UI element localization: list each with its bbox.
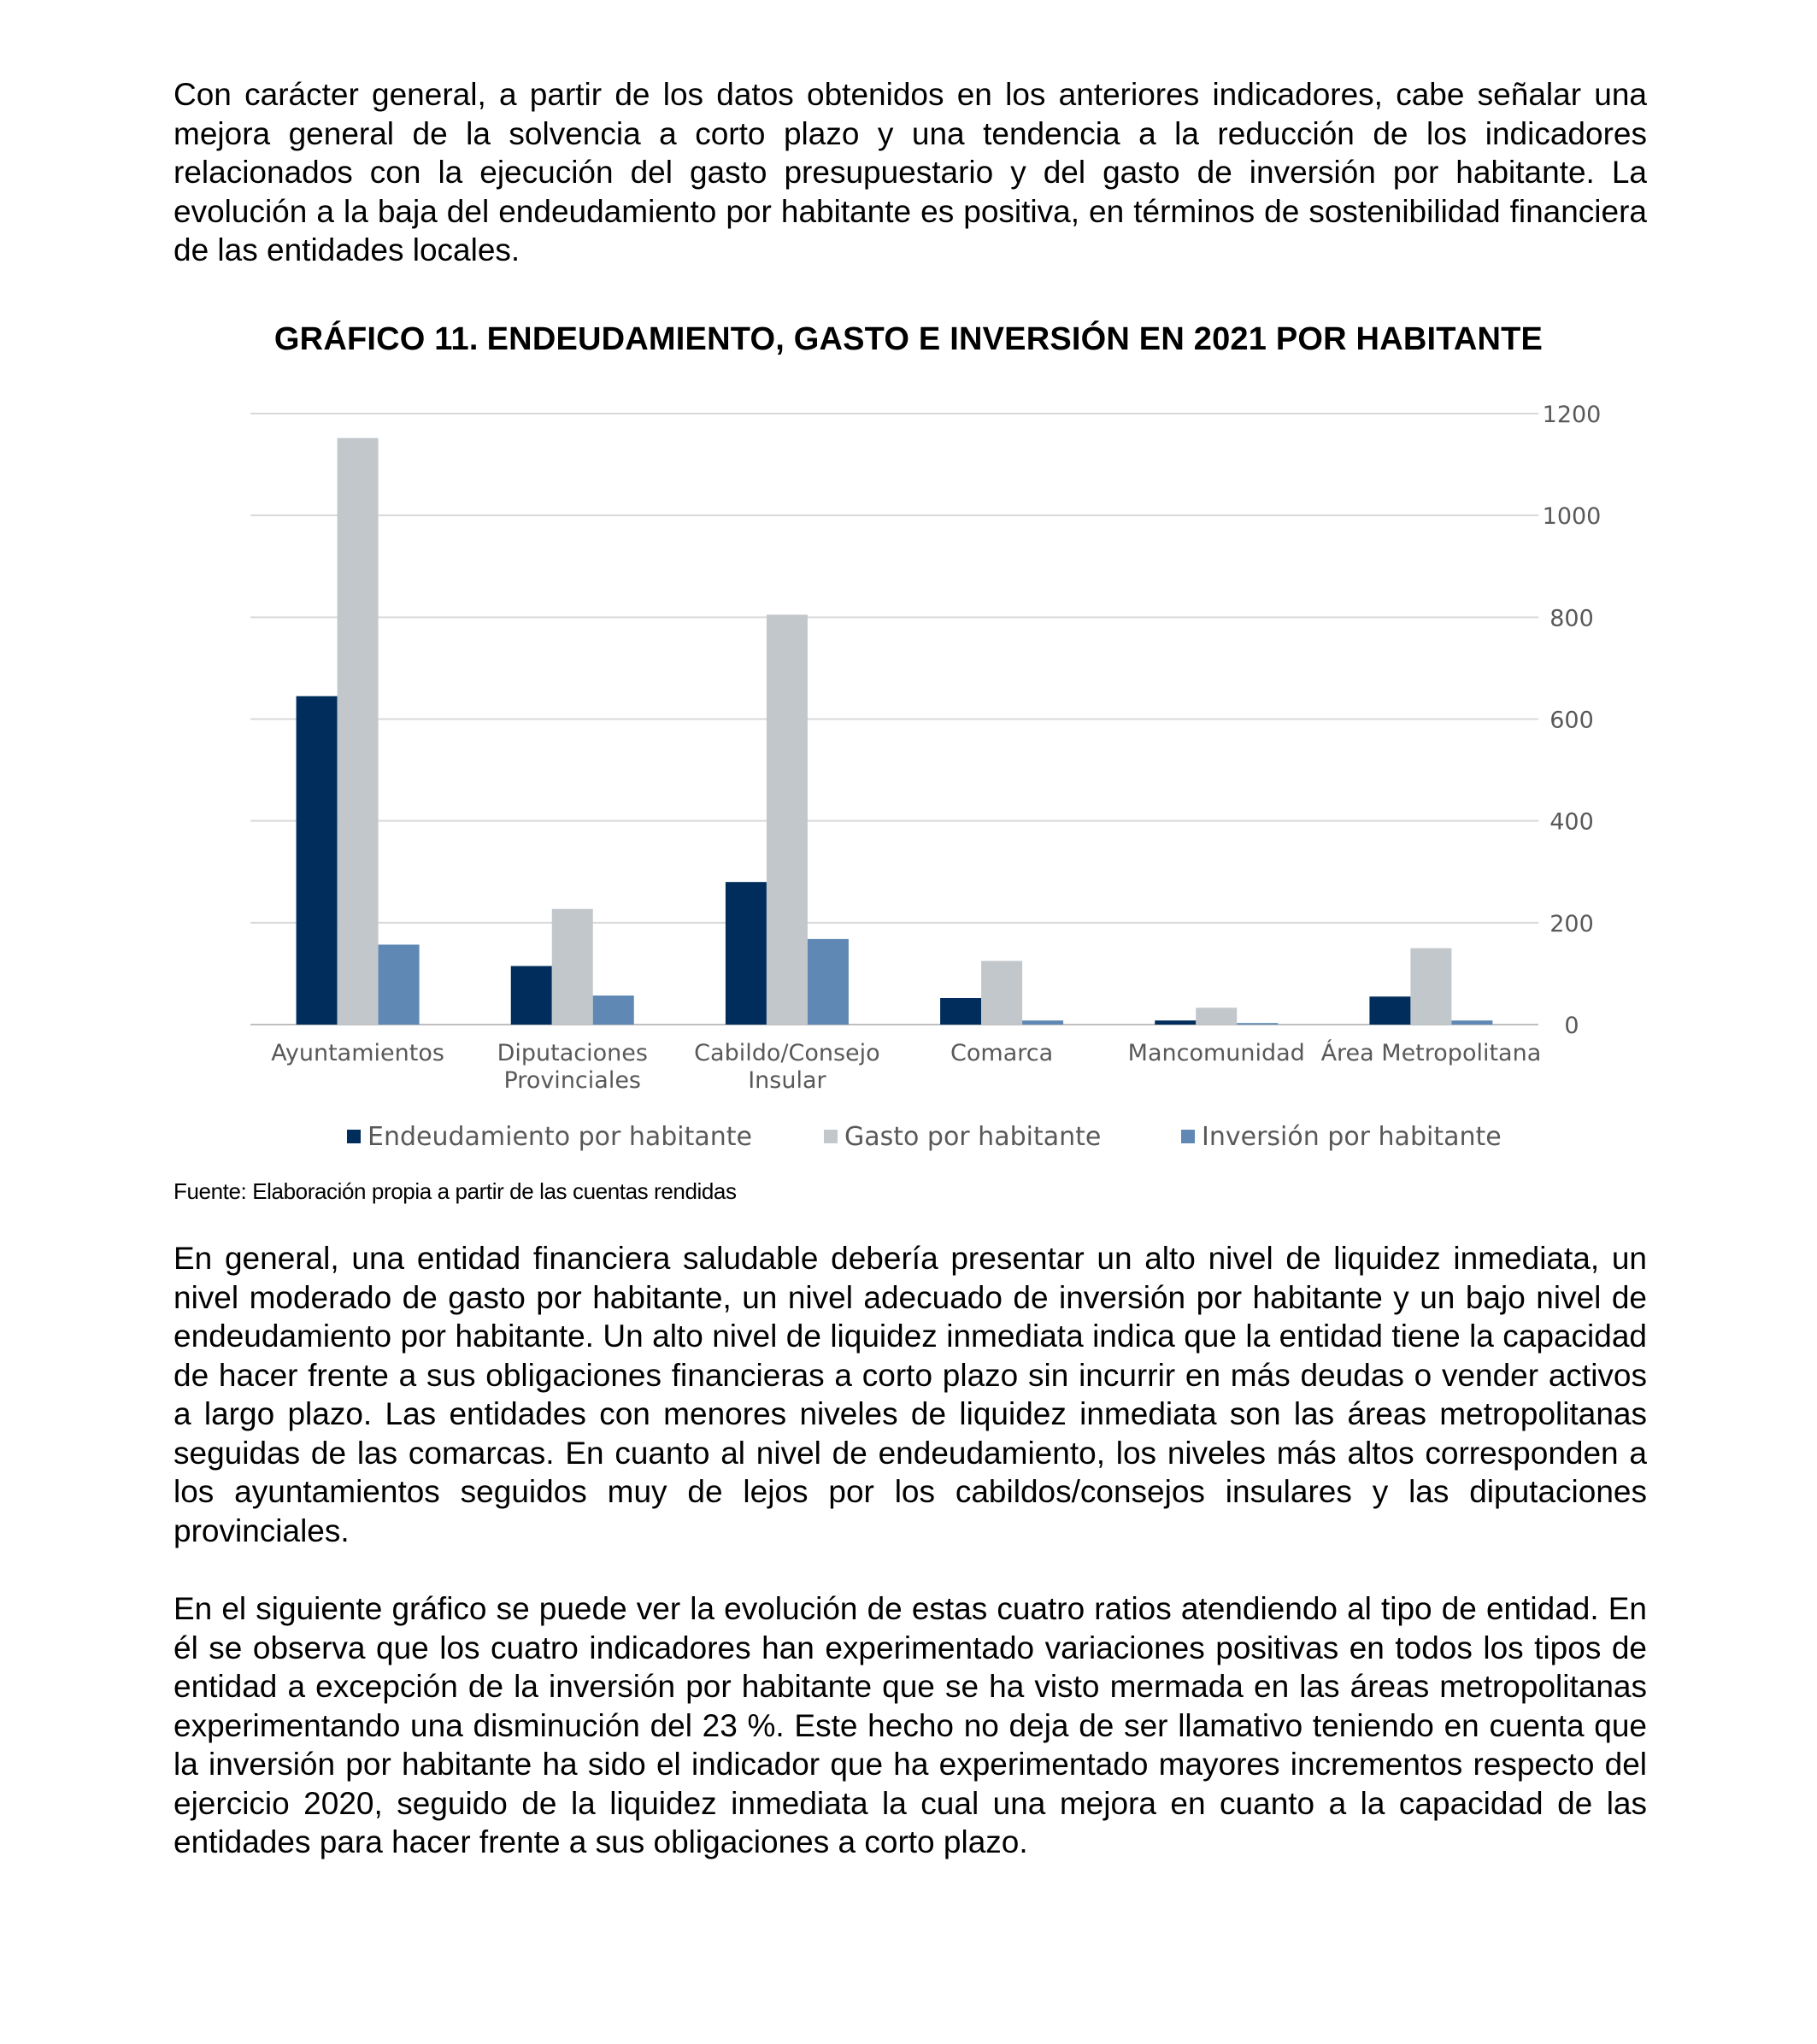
legend-swatch — [824, 1130, 838, 1143]
x-category-label: Ayuntamientos — [271, 1040, 444, 1066]
y-tick-label: 0 — [1564, 1013, 1579, 1039]
y-tick-label: 1200 — [1542, 402, 1602, 428]
bar-endeudamiento — [511, 966, 552, 1025]
bar-endeudamiento — [940, 998, 981, 1025]
x-category-label: Cabildo/Consejo — [694, 1040, 880, 1066]
bar-gasto — [1410, 949, 1451, 1025]
x-category-label: Mancomunidad — [1127, 1040, 1305, 1066]
bar-endeudamiento — [1155, 1020, 1196, 1025]
x-category-label: Diputaciones — [497, 1040, 648, 1066]
bar-endeudamiento — [726, 882, 767, 1025]
legend-label: Endeudamiento por habitante — [368, 1122, 753, 1152]
bar-inversion — [1022, 1020, 1063, 1025]
x-category-label: Insular — [748, 1067, 826, 1094]
bar-gasto — [1196, 1007, 1237, 1025]
x-category-label: Provinciales — [503, 1067, 641, 1094]
x-category-label: Área Metropolitana — [1320, 1040, 1542, 1066]
intro-paragraph: Con carácter general, a partir de los datos obtenidos en los anteriores indicadores, cabe señalar una mejora general de la solvencia a corto plazo y una tendencia a la reducción de los indicadores relacionados con la ejecución del gasto presupuestario y del gasto de inversión por habitante. La evolución a la baja del endeudamiento por habitante es positiva, en términos de sostenibilidad financiera de las entidades locales. — [173, 77, 1647, 267]
bar-inversion — [1451, 1020, 1492, 1025]
y-tick-label: 1000 — [1542, 503, 1602, 531]
bar-inversion — [808, 939, 849, 1025]
y-tick-label: 400 — [1549, 808, 1594, 836]
y-tick-label: 200 — [1549, 910, 1594, 937]
legend-label: Inversión por habitante — [1202, 1122, 1502, 1152]
x-category-label: Comarca — [950, 1040, 1054, 1066]
body-paragraph-health: En general, una entidad financiera saludable debería presentar un alto nivel de liquidez inmediata, un nivel moderado de gasto por habitante, un nivel adecuado de inversión por habitante y un bajo nivel de endeudamiento por habitante. Un alto nivel de liquidez inmediata indica que la entidad tiene la capacidad de hacer frente a sus obligaciones financieras a corto plazo sin incurrir en más deudas o vender activos a largo plazo. Las entidades con menores niveles de liquidez inmediata son las áreas metropolitanas seguidas de las comarcas. En cuanto al nivel de endeudamiento, los niveles más altos corresponden a los ayuntamientos seguidos muy de lejos por los cabildos/consejos insulares y las diputaciones provinciales. — [173, 1241, 1647, 1548]
legend-swatch — [347, 1130, 361, 1143]
bar-gasto — [767, 614, 808, 1025]
y-tick-label: 800 — [1549, 605, 1594, 632]
figure-source: Fuente: Elaboración propia a partir de las cuentas rendidas — [173, 1178, 737, 1204]
bar-inversion — [1237, 1023, 1278, 1025]
bar-endeudamiento — [297, 696, 338, 1025]
bar-gasto — [552, 909, 593, 1025]
legend-label: Gasto por habitante — [844, 1122, 1102, 1152]
figure-number: GRÁFICO 11. — [273, 321, 479, 357]
legend-swatch — [1181, 1130, 1195, 1143]
body-paragraph-evolution: En el siguiente gráfico se puede ver la evolución de estas cuatro ratios atendiendo al tipo de entidad. En él se observa que los cuatro indicadores han experimentado variaciones positivas en todos los tipos de entidad a excepción de la inversión por habitante que se ha visto mermada en las áreas metropolitanas experimentando una disminución del 23 %. Este hecho no deja de ser llamativo teniendo en cuenta que la inversión por habitante ha sido el indicador que ha experimentado mayores incrementos respecto del ejercicio 2020, seguido de la liquidez inmediata la cual una mejora en cuanto a la capacidad de las entidades para hacer frente a sus obligaciones a corto plazo. — [173, 1591, 1647, 1859]
bar-inversion — [593, 996, 634, 1025]
bar-endeudamiento — [1369, 996, 1410, 1025]
figure-title: ENDEUDAMIENTO, GASTO E INVERSIÓN EN 2021 POR HABITANTE — [486, 321, 1544, 357]
bar-inversion — [379, 944, 420, 1025]
y-tick-label: 600 — [1549, 707, 1594, 734]
bar-gasto — [338, 438, 379, 1025]
bar-gasto — [981, 961, 1022, 1025]
